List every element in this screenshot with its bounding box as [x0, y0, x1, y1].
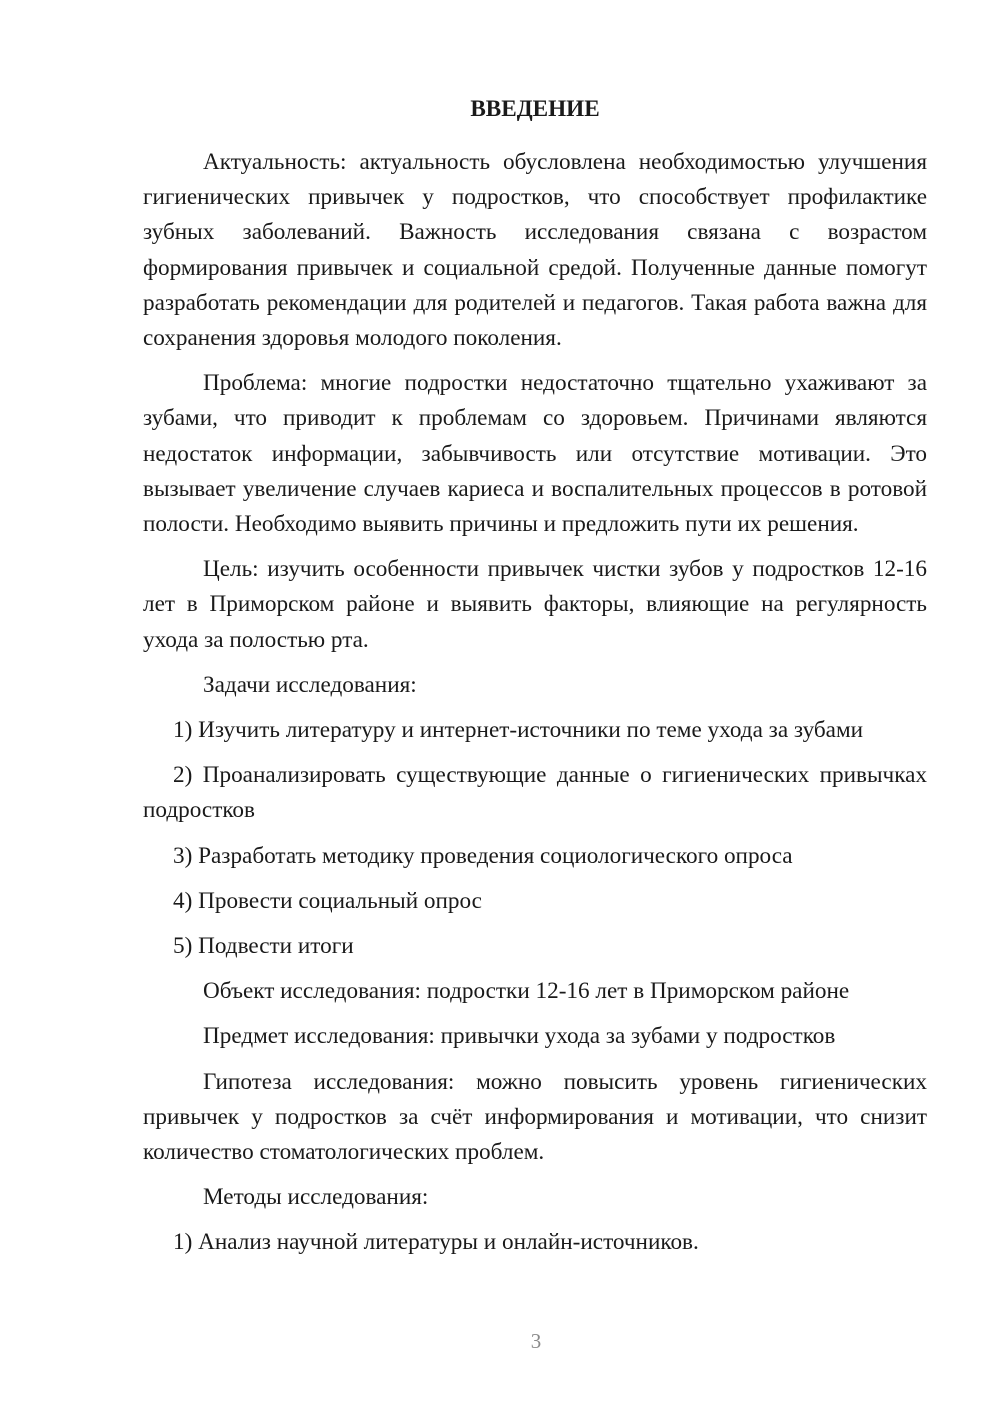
relevance-paragraph: Актуальность: актуальность обусловлена необходимостью улучшения гигиенических привычек у подростков, что способствует профилактике зубных заболеваний. Важность исследования связана с возрастом формирования привычек и социальной средой. Полученные данные помогут разработать рекомендации для родителей и педагогов. Такая работа важна для сохранения здоровья молодого поколения.: [143, 149, 927, 352]
task-item-5: 5) Подвести итоги: [173, 933, 354, 960]
task-item-4: 4) Провести социальный опрос: [173, 887, 482, 914]
task-item-3: 3) Разработать методику проведения социологического опроса: [173, 842, 793, 869]
method-item-1: 1) Анализ научной литературы и онлайн-источников.: [173, 1229, 699, 1256]
hypothesis-paragraph: Гипотеза исследования: можно повысить уровень гигиенических привычек у подростков за счёт информирования и мотивации, что снизит количество стоматологических проблем.: [143, 1068, 927, 1166]
subject-line: Предмет исследования: привычки ухода за зубами у подростков: [203, 1023, 836, 1050]
task-item-2: 2) Проанализировать существующие данные о гигиенических привычках подростков: [143, 762, 927, 824]
document-body: [143, 92, 927, 1271]
methods-title: Методы исследования:: [203, 1184, 429, 1211]
task-item-1: 1) Изучить литературу и интернет-источники по теме ухода за зубами: [173, 717, 864, 744]
problem-paragraph: Проблема: многие подростки недостаточно тщательно ухаживают за зубами, что приводит к проблемам со здоровьем. Причинами являются недостаток информации, забывчивость или отсутствие мотивации. Это вызывает увеличение случаев кариеса и воспалительных процессов в ротовой полости. Необходимо выявить причины и предложить пути их решения.: [143, 370, 927, 538]
object-line: Объект исследования: подростки 12-16 лет в Приморском районе: [203, 978, 850, 1005]
page-number: 3: [530, 1329, 542, 1353]
tasks-title: Задачи исследования:: [203, 671, 417, 698]
goal-paragraph: Цель: изучить особенности привычек чистки зубов у подростков 12-16 лет в Приморском районе и выявить факторы, влияющие на регулярность ухода за полостью рта.: [143, 556, 927, 653]
section-heading: ВВЕДЕНИЕ: [470, 96, 600, 122]
